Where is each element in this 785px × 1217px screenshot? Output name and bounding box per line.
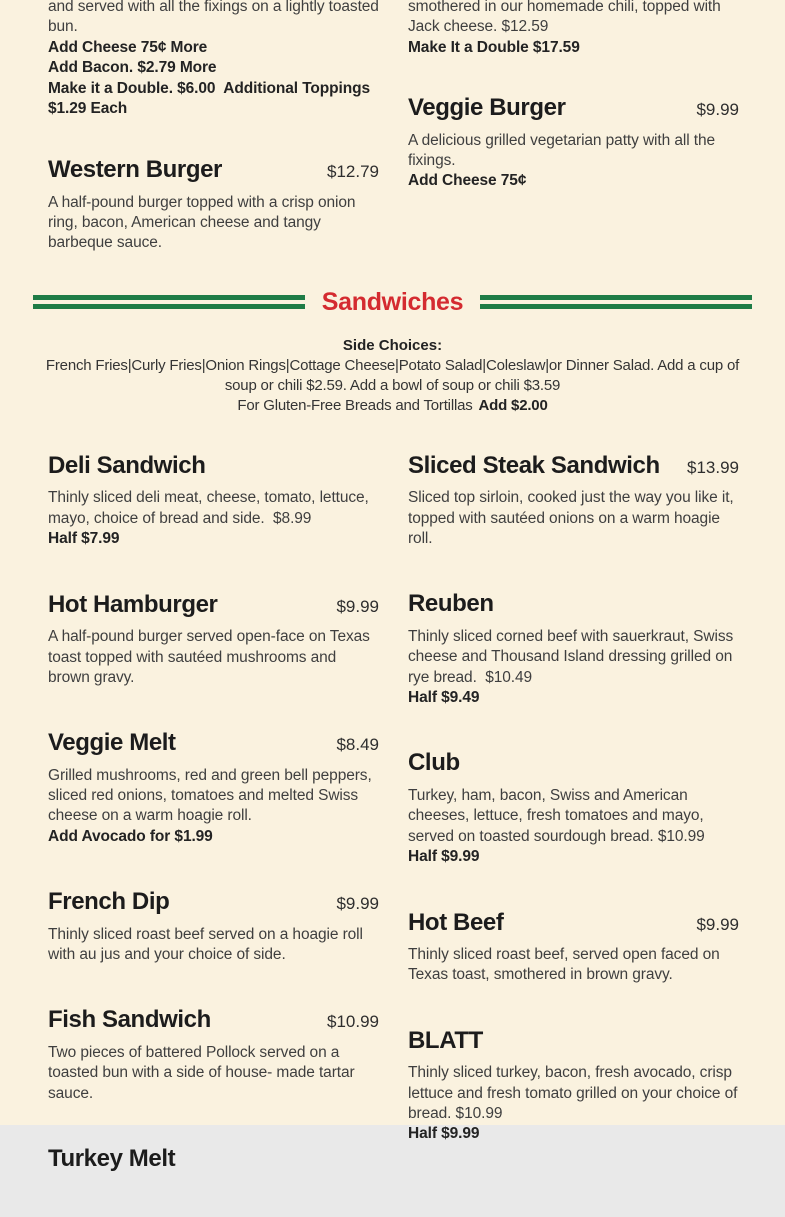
item-addon: Half $9.99 — [408, 847, 480, 865]
gluten-free-text: For Gluten-Free Breads and Tortillas — [237, 396, 473, 414]
item-name: Hot Beef — [408, 908, 504, 936]
item-name: Turkey Melt — [48, 1144, 176, 1172]
item-price: $10.99 — [327, 1012, 379, 1032]
item-description: Thinly sliced turkey, bacon, fresh avocado, crisp lettuce and fresh tomato grilled on your choice of bread. $10.99 — [408, 1064, 738, 1122]
item-name: Club — [408, 749, 460, 777]
item-header — [408, 909, 739, 937]
menu-item — [408, 452, 739, 549]
item-header — [408, 1027, 739, 1055]
item-price: $9.99 — [696, 100, 739, 120]
item-description: Thinly sliced roast beef served on a hoagie roll with au jus and your choice of side. — [48, 925, 363, 964]
menu-item — [48, 888, 379, 965]
item-description: Thinly sliced deli meat, cheese, tomato, lettuce, mayo, choice of bread and side. $8.99 — [48, 489, 369, 527]
side-choices-title: Side Choices: — [342, 336, 443, 354]
item-description: and served with all the fixings on a lightly toasted bun. — [48, 0, 379, 36]
item-name: French Dip — [48, 888, 170, 916]
item-description: Thinly sliced corned beef with sauerkraut, Swiss cheese and Thousand Island dressing grilled on rye bread. $10.49 — [408, 627, 734, 686]
item-header — [48, 888, 379, 916]
item-addon: Add Avocado for $1.99 — [48, 827, 213, 845]
item-description: A half-pound burger served open-face on Texas toast topped with sautéed mushrooms and brown gravy. — [48, 628, 370, 686]
item-name: Fish Sandwich — [48, 1006, 211, 1034]
item-header — [48, 156, 379, 184]
menu-item — [408, 1027, 739, 1145]
item-header — [408, 590, 739, 618]
item-name: Veggie Burger — [408, 94, 566, 122]
item-header — [48, 1006, 379, 1034]
menu-item — [408, 590, 739, 708]
item-price: $8.49 — [336, 735, 379, 755]
item-header — [408, 749, 739, 777]
item-addon: Half $9.49 — [408, 688, 480, 706]
item-description: Two pieces of battered Pollock served on a toasted bun with a side of house- made tartar sauce. — [48, 1044, 355, 1102]
gluten-free-note — [36, 396, 749, 416]
item-description: A half-pound burger topped with a crisp onion ring, bacon, American cheese and tangy barbeque sauce. — [48, 193, 356, 252]
item-header — [48, 591, 379, 619]
burgers-section — [0, 0, 785, 254]
item-price: $9.99 — [696, 914, 739, 934]
item-description: A delicious grilled vegetarian patty with all the fixings. — [408, 131, 716, 170]
item-name: Reuben — [408, 590, 494, 618]
item-description: Turkey, ham, bacon, Swiss and American cheeses, lettuce, fresh tomatoes and mayo, served on toasted sourdough bread. $10.99 — [408, 787, 705, 845]
item-addon: Half $9.99 — [408, 1125, 480, 1143]
item-addon: Add Bacon. $2.79 More — [48, 59, 217, 77]
item-header — [408, 94, 739, 122]
section-title: Sandwiches — [321, 287, 464, 316]
divider-line-left — [33, 295, 305, 309]
gluten-free-price: Add $2.00 — [478, 396, 548, 414]
item-header — [48, 1145, 379, 1173]
item-price: $12.79 — [327, 162, 379, 182]
sandwiches-right-column — [408, 452, 739, 1214]
item-description: Thinly sliced roast beef, served open faced on Texas toast, smothered in brown gravy. — [408, 946, 720, 984]
menu-item — [48, 156, 379, 253]
item-name: Western Burger — [48, 156, 223, 184]
divider-line-right — [480, 295, 752, 309]
item-addon: Make it a Double. $6.00 Additional Toppings $1.29 Each — [48, 79, 371, 118]
menu-item — [48, 452, 379, 550]
menu-item — [408, 749, 739, 867]
menu-item — [48, 591, 379, 688]
sandwiches-left-column — [48, 452, 379, 1214]
item-name: Veggie Melt — [48, 729, 176, 757]
menu-item — [48, 729, 379, 847]
sandwiches-section — [0, 452, 785, 1214]
item-description: Grilled mushrooms, red and green bell peppers, sliced red onions, tomatoes and melted Swiss cheese on a warm hoagie roll. — [48, 766, 372, 825]
item-name: Sliced Steak Sandwich — [408, 451, 660, 479]
menu-item — [408, 909, 739, 986]
section-divider — [33, 288, 752, 317]
item-description: smothered in our homemade chili, topped with Jack cheese. $12.59 — [408, 0, 721, 36]
item-addon: Add Cheese 75¢ More — [48, 38, 208, 56]
burgers-right-column — [408, 0, 739, 254]
item-name: BLATT — [408, 1026, 483, 1054]
item-price: $13.99 — [687, 457, 739, 477]
item-header — [48, 452, 379, 480]
item-addon: Make It a Double $17.59 — [408, 38, 580, 56]
burgers-left-column — [48, 0, 379, 254]
item-header — [408, 452, 739, 480]
item-description: Sliced top sirloin, cooked just the way you like it, topped with sautéed onions on a warm hoagie roll. — [408, 489, 734, 548]
item-addon: Half $7.99 — [48, 530, 120, 548]
item-name: Hot Hamburger — [48, 590, 218, 618]
menu-item — [48, 1145, 379, 1173]
menu-item — [408, 94, 739, 192]
menu-item — [48, 1006, 379, 1103]
item-name: Deli Sandwich — [48, 451, 206, 479]
side-choices-list: French Fries|Curly Fries|Onion Rings|Cottage Cheese|Potato Salad|Coleslaw|or Dinner Salad. Add a cup of soup or chili $2.59. Add a bowl of soup or chili $3.59 — [45, 356, 740, 394]
item-header — [48, 729, 379, 757]
item-price: $9.99 — [336, 894, 379, 914]
item-price: $9.99 — [336, 596, 379, 616]
side-choices-note — [36, 336, 749, 416]
item-addon: Add Cheese 75¢ — [408, 172, 527, 190]
